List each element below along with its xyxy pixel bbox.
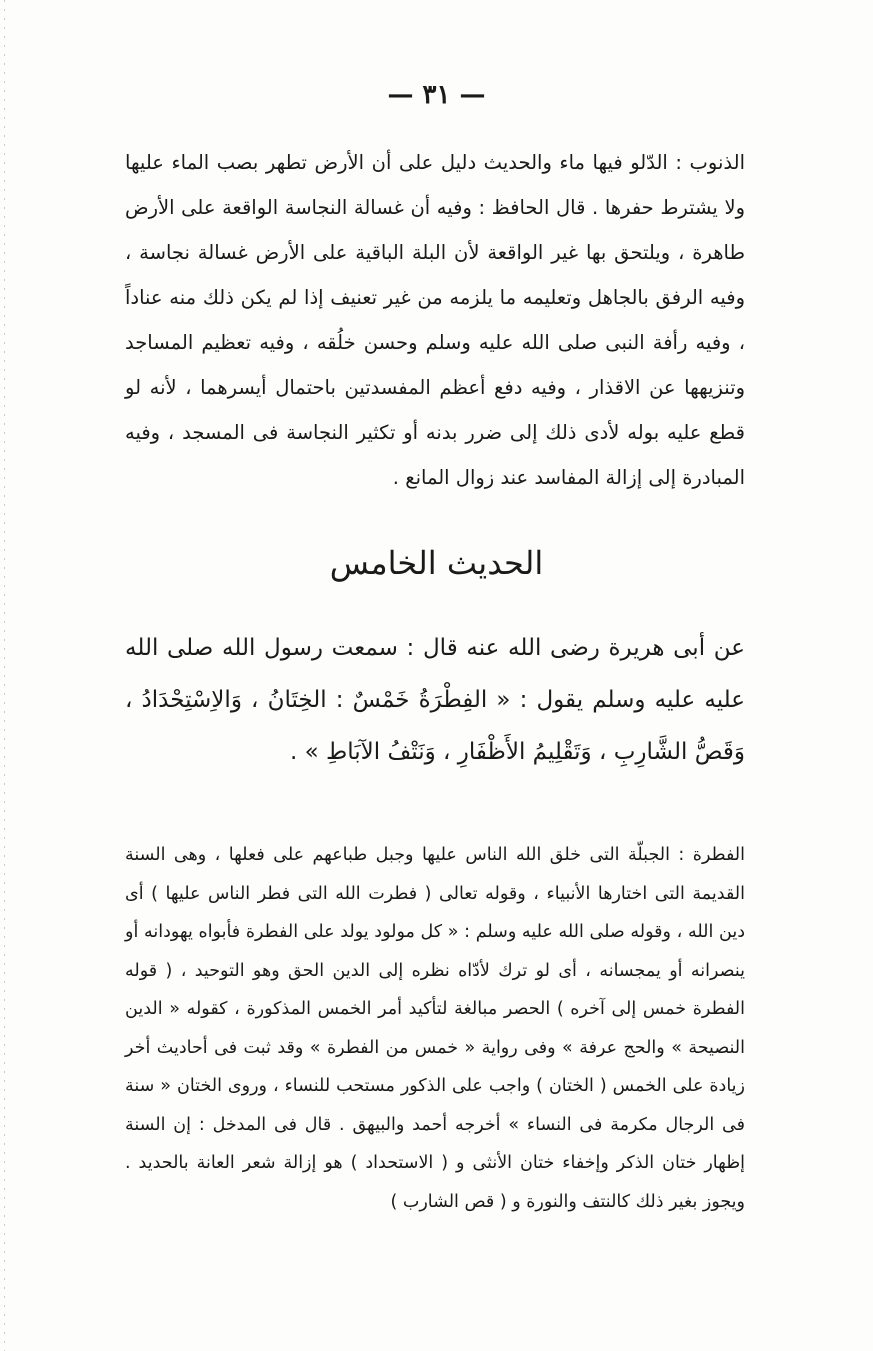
page-edge-mark (4, 0, 5, 1351)
section-heading: الحديث الخامس (329, 544, 544, 582)
page-number: — ٣١ — (387, 80, 486, 110)
bottom-commentary: الفطرة : الجبلّة التى خلق الله الناس عليها وجبل طباعهم على فعلها ، وهى السنة القديمة التى اختارها الأنبياء ، وقوله تعالى ( فطرت الله التى فطر الناس عليها ) أى دين الله ، وقوله صلى الله عليه وسلم : « كل مولود يولد على الفطرة فأبواه يهودانه أو ينصرانه أو يمجسانه ، أى لو ترك لأدّاه نظره إلى الدين الحق وهو التوحيد ، ( قوله الفطرة خمس إلى آخره ) الحصر مبالغة لتأكيد أمر الخمس المذكورة ، كقوله « الدين النصيحة » والحج عرفة » وفى رواية « خمس من الفطرة » وقد ثبت فى أحاديث أخر زيادة على الخمس ( الختان ) واجب على الذكور مستحب للنساء ، وروى الختان « سنة فى الرجال مكرمة فى النساء » أخرجه أحمد والبيهق . قال فى المدخل : إن السنة إظهار ختان الذكر وإخفاء ختان الأنثى و ( الاستحداد ) هو إزالة شعر العانة بالحديد . ويجوز بغير ذلك كالنتف والنورة و ( قص الشارب ) (125, 845, 745, 1212)
hadith-text: عن أبى هريرة رضى الله عنه قال : سمعت رسول الله صلى الله عليه عليه وسلم يقول : « الفِطْرَةُ خَمْسٌ : الخِتَانُ ، وَالاِسْتِحْدَادُ ، وَقَصُّ الشَّارِبِ ، وَتَقْلِيمُ الأَظْفَارِ ، وَنَتْفُ الآبَاطِ » . (125, 635, 745, 765)
top-commentary: الذنوب : الدّلو فيها ماء والحديث دليل على أن الأرض تطهر بصب الماء عليها ولا يشترط حفرها . قال الحافظ : وفيه أن غسالة النجاسة الواقعة على الأرض طاهرة ، ويلتحق بها غير الواقعة لأن البلة الباقية على الأرض غسالة نجاسة ، وفيه الرفق بالجاهل وتعليمه ما يلزمه من غير تعنيف إذا لم يكن ذلك منه عناداً ، وفيه رأفة النبى صلى الله عليه وسلم وحسن خلُقه ، وفيه تعظيم المساجد وتنزيهها عن الاقذار ، وفيه دفع أعظم المفسدتين باحتمال أيسرهما ، لأنه لو قطع عليه بوله لأدى ذلك إلى ضرر بدنه أو تكثير النجاسة فى المسجد ، وفيه المبادرة إلى إزالة المفاسد عند زوال المانع . (125, 151, 745, 489)
